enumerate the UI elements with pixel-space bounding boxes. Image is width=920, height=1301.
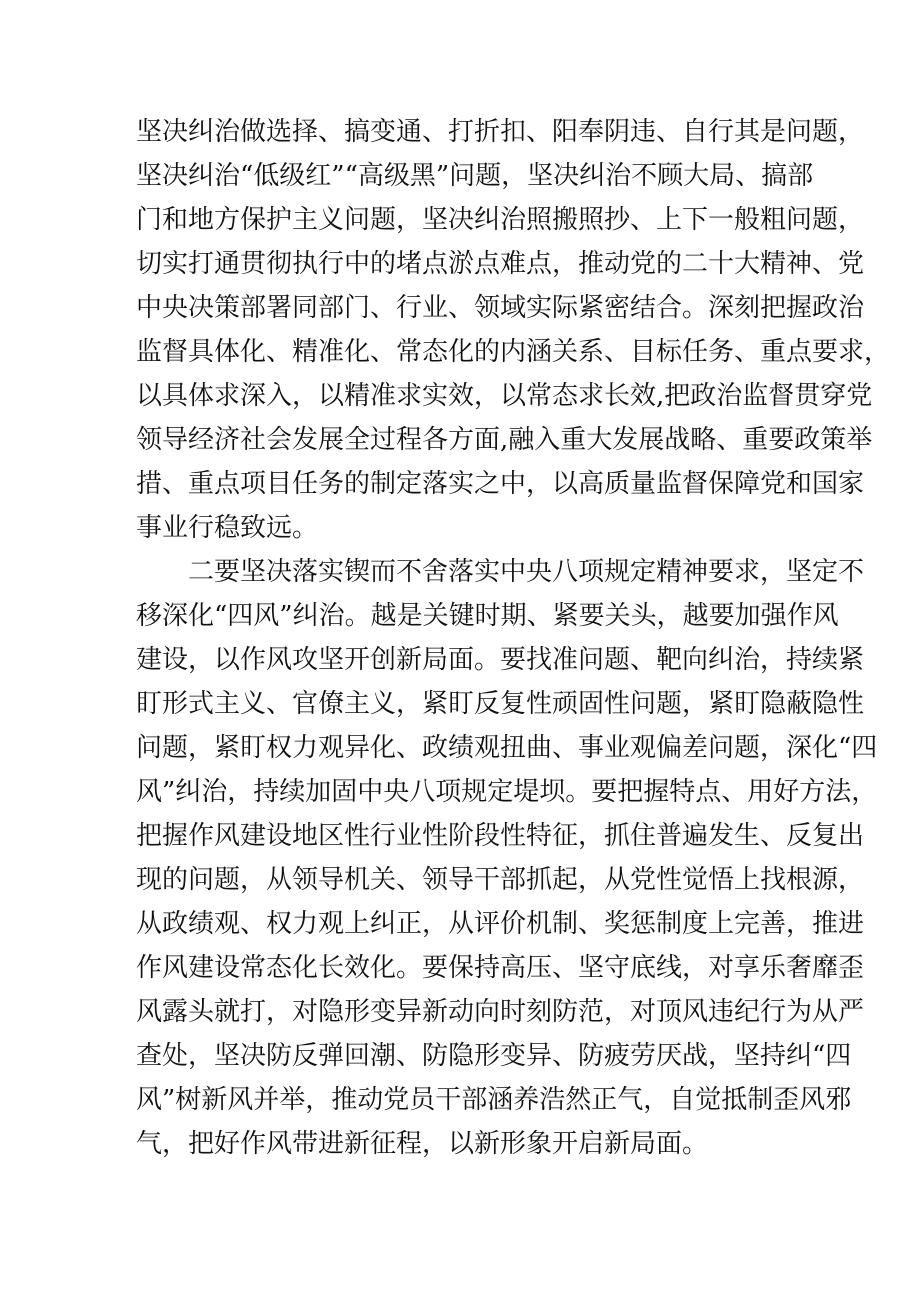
text-line: 气，把好作风带进新征程，以新形象开启新局面。 — [136, 1129, 709, 1159]
text-line: 风”树新风并举，推动党员干部涵养浩然正气，自觉抵制歪风邪 — [136, 1085, 852, 1115]
text-line: 作风建设常态化长效化。要保持高压、坚守底线，对享乐奢靡歪 — [136, 953, 865, 983]
text-line: 二要坚决落实锲而不舍落实中央八项规定精神要求，坚定不 — [188, 557, 865, 587]
text-line: 从政绩观、权力观上纠正，从评价机制、奖惩制度上完善，推进 — [136, 909, 865, 939]
text-line: 切实打通贯彻执行中的堵点淤点难点，推动党的二十大精神、党 — [136, 249, 865, 279]
text-line: 坚决纠治做选择、搞变通、打折扣、阳奉阴违、自行其是问题， — [136, 117, 865, 147]
text-line: 中央决策部署同部门、行业、领域实际紧密结合。深刻把握政治 — [136, 293, 865, 323]
text-line: 领导经济社会发展全过程各方面,融入重大发展战略、重要政策举 — [136, 425, 873, 455]
text-line: 问题，紧盯权力观异化、政绩观扭曲、事业观偏差问题，深化“四 — [136, 733, 878, 763]
text-line: 查处，坚决防反弹回潮、防隐形变异、防疲劳厌战，坚持纠“四 — [136, 1041, 852, 1071]
text-line: 风”纠治，持续加固中央八项规定堤坝。要把握特点、用好方法， — [136, 777, 878, 807]
text-line: 门和地方保护主义问题，坚决纠治照搬照抄、上下一般粗问题， — [136, 205, 865, 235]
text-line: 盯形式主义、官僚主义，紧盯反复性顽固性问题，紧盯隐蔽隐性 — [136, 689, 865, 719]
text-line: 坚决纠治“低级红”“高级黑”问题，坚决纠治不顾大局、搞部 — [136, 161, 814, 191]
text-line: 建设，以作风攻坚开创新局面。要找准问题、靶向纠治，持续紧 — [136, 645, 865, 675]
text-line: 移深化“四风”纠治。越是关键时期、紧要关头，越要加强作风 — [136, 601, 839, 631]
text-line: 风露头就打，对隐形变异新动向时刻防范，对顶风违纪行为从严 — [136, 997, 865, 1027]
text-line: 以具体求深入，以精准求实效，以常态求长效,把政治监督贯穿党 — [136, 381, 873, 411]
text-line: 措、重点项目任务的制定落实之中，以高质量监督保障党和国家 — [136, 469, 865, 499]
text-line: 把握作风建设地区性行业性阶段性特征，抓住普遍发生、反复出 — [136, 821, 865, 851]
text-line: 事业行稳致远。 — [136, 513, 319, 543]
text-line: 监督具体化、精准化、常态化的内涵关系、目标任务、重点要求， — [136, 337, 891, 367]
text-line: 现的问题，从领导机关、领导干部抓起，从党性觉悟上找根源， — [136, 865, 865, 895]
